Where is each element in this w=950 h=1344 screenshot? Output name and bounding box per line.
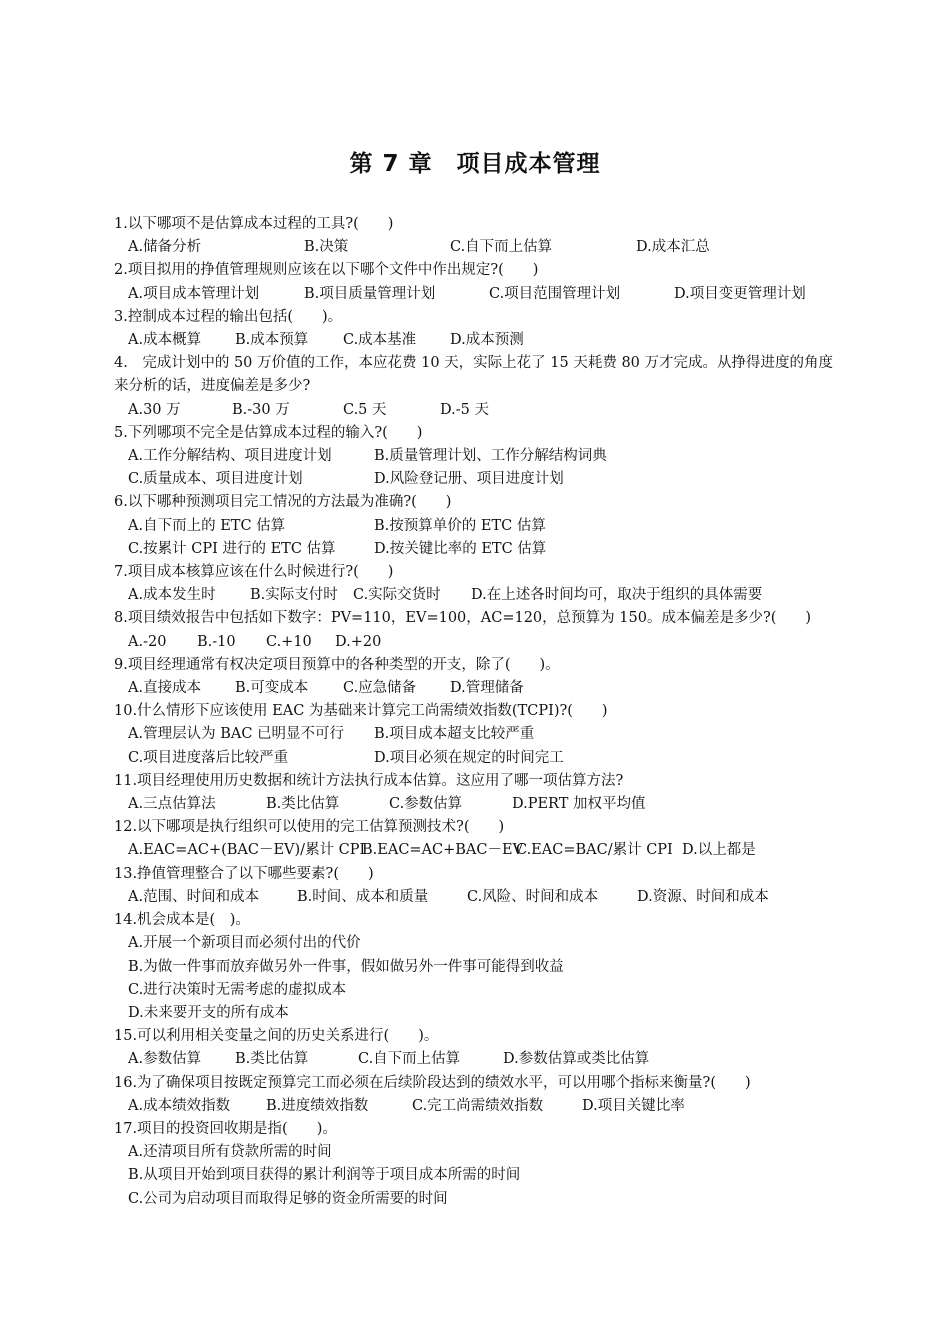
option: D.+20 [335,633,382,650]
options-1 [114,236,844,259]
question-13: 13.挣值管理整合了以下哪些要素?( ) [114,865,374,882]
option: A.EAC=AC+(BAC－EV)/累计 CPI [128,842,366,859]
option: B.可变成本 [235,680,309,697]
options-17 [114,1141,844,1211]
question-2: 2.项目拟用的挣值管理规则应该在以下哪个文件中作出规定?( ) [114,262,539,279]
option: C.进行决策时无需考虑的虚拟成本 [128,981,347,998]
option: A.项目成本管理计划 [128,285,260,302]
question-3: 3.控制成本过程的输出包括( )。 [114,308,343,325]
options-16 [114,1095,844,1118]
question-list [114,213,844,1211]
option: A.储备分析 [128,239,202,256]
option: B.按预算单价的 ETC 估算 [374,517,546,534]
option: C.+10 [266,633,312,650]
question-14: 14.机会成本是( )。 [114,912,250,929]
option: D.项目变更管理计划 [674,285,806,302]
option: B.进度绩效指数 [266,1097,369,1114]
option: A.成本绩效指数 [128,1097,231,1114]
option: D.成本预测 [450,332,524,349]
option: B.从项目开始到项目获得的累计利润等于项目成本所需的时间 [128,1167,521,1184]
option: C.质量成本、项目进度计划 [128,471,303,488]
question-5: 5.下列哪项不完全是估算成本过程的输入?( ) [114,424,423,441]
option: B.-30 万 [232,401,290,418]
question-15: 15.可以利用相关变量之间的历史关系进行( )。 [114,1028,439,1045]
option: C.公司为启动项目而取得足够的资金所需要的时间 [128,1190,448,1207]
options-5 [114,445,844,491]
option: D.资源、时间和成本 [637,888,769,905]
option: C.项目进度落后比较严重 [128,749,289,766]
option: C.按累计 CPI 进行的 ETC 估算 [128,540,336,557]
question-11: 11.项目经理使用历史数据和统计方法执行成本估算。这应用了哪一项估算方法? [114,772,624,789]
option: C.项目范围管理计划 [489,285,621,302]
option: D.管理储备 [450,680,524,697]
options-2 [114,283,844,306]
option: D.参数估算或类比估算 [503,1051,650,1068]
question-10: 10.什么情形下应该使用 EAC 为基础来计算完工尚需绩效指数(TCPI)?( ) [114,703,608,720]
option: D.成本汇总 [636,239,710,256]
option: A.开展一个新项目而必须付出的代价 [128,935,361,952]
option: D.项目必须在规定的时间完工 [374,749,564,766]
option: B.-10 [197,633,236,650]
question-1: 1.以下哪项不是估算成本过程的工具?( ) [114,216,394,232]
options-13 [114,886,844,909]
option: D.PERT 加权平均值 [512,796,646,813]
option: B.类比估算 [235,1051,309,1068]
option: B.时间、成本和质量 [297,888,429,905]
options-10 [114,723,844,769]
options-11 [114,793,844,816]
question-6: 6.以下哪种预测项目完工情况的方法最为准确?( ) [114,494,452,511]
question-12: 12.以下哪项是执行组织可以使用的完工估算预测技术?( ) [114,819,505,836]
option: C.完工尚需绩效指数 [412,1097,544,1114]
options-7 [114,584,844,607]
option: A.成本概算 [128,332,202,349]
option: D.风险登记册、项目进度计划 [374,471,564,488]
options-4 [114,399,844,422]
option: D.项目关键比率 [582,1097,685,1114]
question-4: 4. 完成计划中的 50 万价值的工作，本应花费 10 天，实际上花了 15 天耗费 80 万才完成。从挣得进度的角度来分析的话，进度偏差是多少? [114,355,834,395]
option: C.风险、时间和成本 [467,888,599,905]
option: C.EAC=BAC/累计 CPI [516,842,673,859]
option: C.实际交货时 [353,587,441,604]
option: A.参数估算 [128,1051,202,1068]
option: A.30 万 [128,401,181,418]
option: C.参数估算 [389,796,463,813]
options-12 [114,839,844,862]
option: D.按关键比率的 ETC 估算 [374,540,547,557]
option: B.实际支付时 [250,587,338,604]
question-9: 9.项目经理通常有权决定项目预算中的各种类型的开支，除了( )。 [114,656,560,673]
option: A.直接成本 [128,680,202,697]
option: A.-20 [128,633,167,650]
option: B.为做一件事而放弃做另外一件事，假如做另外一件事可能得到收益 [128,958,564,975]
option: A.范围、时间和成本 [128,888,260,905]
question-17: 17.项目的投资回收期是指( )。 [114,1120,337,1137]
option: C.成本基准 [343,332,417,349]
option: B.项目质量管理计划 [304,285,436,302]
options-9 [114,677,844,700]
option: B.EAC=AC+BAC－EV [362,842,524,859]
option: B.决策 [304,239,349,256]
options-15 [114,1048,844,1071]
option: C.自下而上估算 [450,239,553,256]
option: D.未来要开支的所有成本 [128,1004,289,1021]
option: C.自下而上估算 [358,1051,461,1068]
options-14 [114,932,844,1025]
options-3 [114,329,844,352]
option: A.管理层认为 BAC 已明显不可行 [128,726,345,743]
option: A.成本发生时 [128,587,216,604]
option: A.自下而上的 ETC 估算 [128,517,286,534]
options-8 [114,631,844,654]
option: A.工作分解结构、项目进度计划 [128,448,332,465]
option: D.以上都是 [682,842,756,859]
option: A.还清项目所有贷款所需的时间 [128,1144,332,1161]
option: D.-5 天 [440,401,489,418]
question-16: 16.为了确保项目按既定预算完工而必须在后续阶段达到的绩效水平，可以用哪个指标来衡量?( ) [114,1074,751,1091]
option: B.类比估算 [266,796,340,813]
option: A.三点估算法 [128,796,216,813]
page-title: 第 7 章 项目成本管理 [349,151,601,177]
option: C.应急储备 [343,680,417,697]
option: D.在上述各时间均可，取决于组织的具体需要 [471,587,763,604]
question-7: 7.项目成本核算应该在什么时候进行?( ) [114,564,394,581]
option: B.质量管理计划、工作分解结构词典 [374,448,607,465]
question-8: 8.项目绩效报告中包括如下数字：PV=110，EV=100，AC=120，总预算为 150。成本偏差是多少?( ) [114,610,812,627]
options-6 [114,515,844,561]
option: B.成本预算 [235,332,309,349]
option: B.项目成本超支比较严重 [374,726,535,743]
option: C.5 天 [343,401,387,418]
